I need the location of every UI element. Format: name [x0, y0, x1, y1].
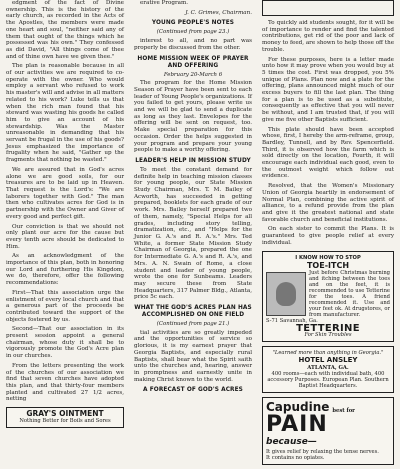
ad-pain-word: PAIN — [266, 412, 328, 438]
article-paragraph: To quickly aid students sought, for it will be of importance to render and find the talented contributions, get rid of the poor and lack of money to feed, are shown to help those off the trouble. — [262, 20, 394, 53]
tetterine-ad — [262, 251, 394, 343]
hotel-ansley-ad — [262, 346, 394, 393]
ad-line: It contains no opiates. — [266, 455, 325, 462]
article-paragraph: tial activities are so greatly impeded and the opportunities of service so glorious, it is my earnest prayer that Georgia Baptists, and especially rural Baptists, shall bear what the Spirit saith unto the churches and, hearing, answer in promptness and earnestly unite in making Christ known to the world. — [134, 329, 252, 383]
section-heading: LEADER'S HELP IN MISSION STUDY — [135, 157, 251, 164]
article-paragraph: The plan is reasonable because in all of our activities we are required to co-operate with the owner. Who would employ a servant who refused to work his master's will and advise in all matters related to his work? Luke tells us that when the rich man found that his steward was wasting his goods he called him to give an account of his stewardship. Was the Master unreasonable in demanding that his servant be frugal in the use of his goods? Jesus emphasized the importance of frugality when he said, "Gather up the fragments that nothing be wasted." — [6, 63, 124, 164]
article-paragraph: Second—That our association in its present session appoint a general chairman, whose duty it shall be to vigorously promote the God's Acre plan in our churches. — [6, 326, 124, 360]
section-subheading: (Continued from page 23.) — [156, 29, 230, 36]
article-paragraph: As an acknowledgment of the importance of this plan, both in honoring our Lord and furthering His Kingdom, we do, therefore, offer the following recommendations: — [6, 253, 124, 287]
article-paragraph: Our conviction is that we should not only plant our acre for the cause but every tenth acre should be dedicated to Him. — [6, 223, 124, 250]
ad-title: HOTEL ANSLEY — [298, 356, 358, 365]
ad-tagline: For Skin Troubles — [304, 332, 352, 339]
ad-city: ATLANTA, GA. — [307, 365, 349, 372]
column-left — [6, 0, 124, 432]
signature: J. C. Grimes, Chairman. — [185, 9, 252, 16]
ad-title: GRAY'S OINTMENT — [26, 409, 104, 419]
article-paragraph: erative Program. — [140, 0, 189, 6]
article-paragraph: From the letters presenting the work of the churches of our association we find that seven churches have adopted this plan, and that thirty-four members planted and cultivated 27 1/2 acres, netting — [6, 362, 124, 403]
section-heading: YOUNG PEOPLE'S NOTES — [151, 20, 235, 27]
ad-because: because— — [266, 437, 317, 448]
ad-title: TOE-ITCH — [306, 260, 350, 270]
ad-best-for: best for — [332, 408, 355, 415]
article-paragraph: edgment of the fact of Divine ownership. This is the history of the early church, as recorded in the Acts of the Apostles, the members were made one heart and soul, "neither said any of them that ought of the things which he possessed was his own." They confessed as did David, "All things come of thee and of thine own have we given thee." — [6, 0, 124, 60]
ad-body: Just before Christmas burning and itching between the toes and on the feet, it is recommended to use Tetterine for the toes. A friend recommended it. Use and your feet ok. At drugstores, or from manufacturer. — [309, 269, 390, 318]
ad-quote: "Learned more than anything in Georgia." — [272, 350, 384, 357]
top-box-ad — [262, 0, 394, 16]
brand-name: TETTERINE — [296, 322, 360, 334]
article-paragraph: We are assured that in God's acres alone we are good soils, for our treasures are to be laid up in Heaven. That request is the Lord's: "We are laborers together with God." The man then who cultivates acres for God is in partnership with the Owner and Giver of every good and perfect gift. — [6, 166, 124, 220]
section-heading: WHAT THE GOD'S ACRES PLAN HAS ACCOMPLISHED ON ONE FIELD — [134, 305, 252, 319]
article-paragraph: For these purposes, here is a letter made unto how it may prove when you would buy at 5 times the cost. First was dropped, you 5% unique of Plans. Plan now and a plate for the offering, plans announced might much of our excess buyers to fill the last plan. The thing for a plan is to be used as a substitute, consequently as effective that you will never be without, and I am trusted that, if you will give me five other Baptists sufficient. — [262, 56, 394, 123]
article-paragraph: The program for the Home Mission Season of Prayer have been sent to each leader of Young People's organizations. If you failed to get yours, please write us and we will be glad to send a duplicate as long as they last. Envelopes for the offering will be sent on request, too. Make special preparation for this occasion. Order the helps suggested in your program and prepare your young people to make a worthy offering. — [134, 80, 252, 154]
article-paragraph: To meet the constant demand for definite help in teaching mission classes for young people, our State Mission Study Chairman, Mrs. T. M. Bailey of Acworth, has succeeded in getting prepared, booklets for each grade of our work. Mrs. Bailey herself prepared two of them, namely, "Special Helps for all grades, including story telling, dramatization, etc., and "Helps for the Junior G. A.'s and R. A.'s." Mrs. Ted White, a former State Mission Study Chairman of Georgia, prepared the one for Intermediate G. A.'s and R. A.'s, and Mrs. A. N. Swain of Rome, a close student and leader of young people, wrote the one for Sunbeams. Leaders may secure these from State Headquarters, 317 Palmer Bldg., Atlanta, price 5c each. — [134, 166, 252, 301]
capudine-ad — [262, 397, 394, 465]
article-paragraph: Resolved, that the Women's Missionary Union of Georgia heartily in endorsement of Normal Plan, combining the active spirit of alliance, to a refund provide from the plan and give it the greatest national and state favorable church and beneficial institutions. — [262, 183, 394, 223]
section-subheading: February 20-March 6 — [163, 71, 223, 78]
article-paragraph: First—That this association urge the enlistment of every local church and that a generous part of the proceeds be contributed toward the support of the objects fostered by us. — [6, 289, 124, 323]
section-subheading: (Continued from page 21.) — [156, 321, 230, 328]
section-heading: A FORECAST OF GOD'S ACRES — [143, 387, 243, 394]
article-paragraph: This plate should have been accepted whose, first, I hereby the arm-reframe, group, Bardley, Tunnell, and by Rev. Spencerfield. Third, it is observed how the farm which is sold directly on the location, Fourth, it will encourage each individual each good, even to the outmost weight which follow out evidence. — [262, 126, 394, 180]
ad-headline: I KNOW HOW TO STOP — [295, 254, 361, 261]
ad-line: It gives relief by relaxing the tense nerves. — [266, 449, 379, 456]
column-middle — [134, 0, 252, 396]
ad-location: S-71 Savannah, Ga. — [266, 317, 318, 324]
brand-name: Capudine — [266, 400, 330, 415]
ad-subtitle: Nothing Better for Boils and Sores — [19, 417, 111, 424]
portrait-image — [266, 272, 306, 316]
column-right — [262, 0, 394, 469]
article-paragraph: On each sister to commit the Plans. It is guaranteed to give people relief at every individual. — [262, 226, 394, 246]
section-heading: HOME MISSION WEEK OF PRAYER AND OFFERING — [137, 55, 249, 69]
ad-body-row — [266, 270, 390, 318]
ad-body: 400 rooms—each with individual bath, 400 accessory Purposes. European Plan. Southern Baptist Headquarters. — [267, 371, 389, 390]
grays-ointment-ad — [6, 407, 124, 428]
article-paragraph: interest to all, and no part was properly be discussed from the other. — [134, 38, 252, 51]
